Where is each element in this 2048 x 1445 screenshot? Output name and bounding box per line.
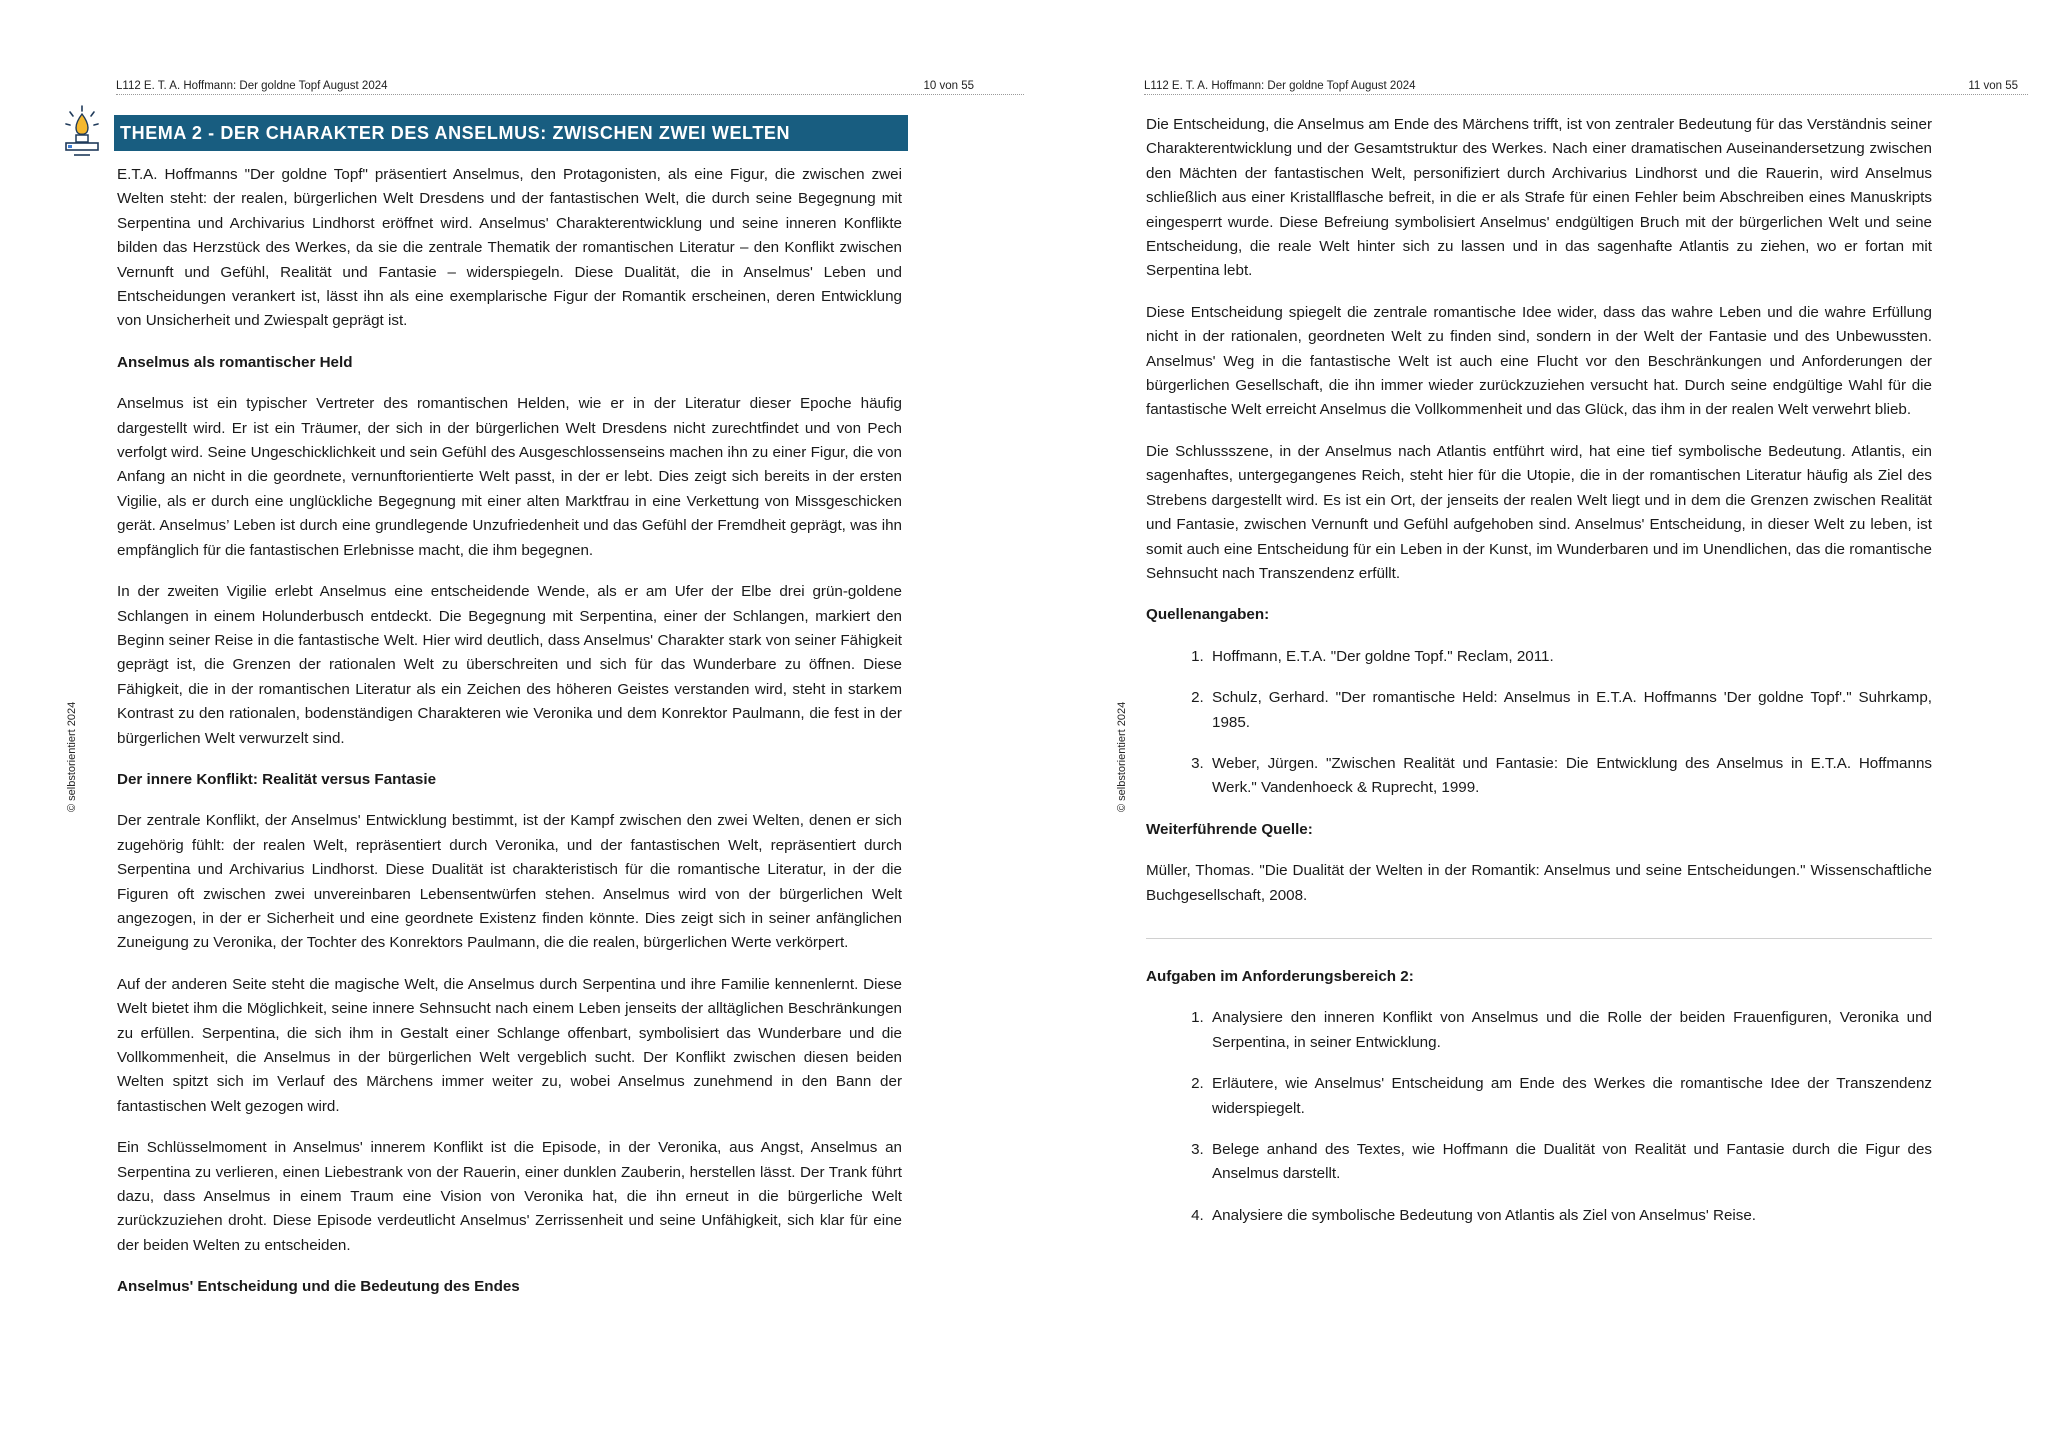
section-heading: Der innere Konflikt: Realität versus Fantasie (117, 770, 437, 788)
section-banner: THEMA 2 - DER CHARAKTER DES ANSELMUS: ZWISCHEN ZWEI WELTEN (114, 115, 908, 151)
header-title: L112 E. T. A. Hoffmann: Der goldne Topf August 2024 (116, 80, 388, 92)
task-item: 2. Erläutere, wie Anselmus' Entscheidung am Ende des Werkes die romantische Idee der Transzendenz widerspiegelt. (1208, 1072, 1932, 1121)
source-item: 3. Weber, Jürgen. "Zwischen Realität und Fantasie: Die Entwicklung des Anselmus in E.T.A. Hoffmanns Werk." Vandenhoeck & Ruprecht, 1999. (1208, 752, 1932, 801)
copyright-note: © selbstorientiert 2024 (1116, 701, 1128, 812)
page-11 (1024, 0, 2048, 1445)
task-item: 3. Belege anhand des Textes, wie Hoffmann die Dualität von Realität und Fantasie durch die Figur des Anselmus darstellt. (1208, 1138, 1932, 1187)
task-item: 4. Analysiere die symbolische Bedeutung von Atlantis als Ziel von Anselmus' Reise. (1208, 1204, 1932, 1228)
paragraph: Der zentrale Konflikt, der Anselmus' Entwicklung bestimmt, ist der Kampf zwischen den zwei Welten, denen er sich zugehörig fühlt: der realen Welt, repräsentiert durch Veronika, und der fantastischen Welt, repräsentiert durch Serpentina und Archivarius Lindhorst. Diese Dualität ist charakteristisch für die romantische Literatur, in der die Figuren oft zwischen zwei unvereinbaren Lebensentwürfen stehen. Anselmus wird von der bürgerlichen Welt angezogen, in der er Sicherheit und eine geordnete Existenz finden könnte. Dies zeigt sich in seiner anfänglichen Zuneigung zu Veronika, der Tochter des Konrektors Paulmann, die die realen, bürgerlichen Werte verkörpert. (117, 812, 902, 952)
intro-paragraph: E.T.A. Hoffmanns "Der goldne Topf" präsentiert Anselmus, den Protagonisten, als eine Figur, die zwischen zwei Welten steht: der realen, bürgerlichen Welt Dresdens und der fantastischen Welt, die durch seine Begegnung mit Serpentina und Archivarius Lindhorst eröffnet wird. Anselmus' Charakterentwicklung und seine inneren Konflikte bilden das Herzstück des Werkes, da sie die zentrale Thematik der romantischen Literatur – den Konflikt zwischen Vernunft und Gefühl, Realität und Fantasie – widerspiegeln. Diese Dualität, die in Anselmus' Leben und Entscheidungen verankert ist, lässt ihn als eine exemplarische Figur der Romantik erscheinen, deren Entwicklung von Unsicherheit und Zwiespalt geprägt ist. (117, 166, 902, 330)
paragraph: Ein Schlüsselmoment in Anselmus' innerem Konflikt ist die Episode, in der Veronika, aus Angst, Anselmus an Serpentina zu verlieren, einen Liebestrank von der Rauerin, einer dunklen Zauberin, herstellen lässt. Der Trank führt dazu, dass Anselmus in einem Traum eine Vision von Veronika hat, die ihn erneut in die bürgerliche Welt zurückzuziehen droht. Diese Episode verdeutlicht Anselmus' Zerrissenheit und seine Unfähigkeit, sich klar für eine der beiden Welten zu entscheiden. (117, 1139, 902, 1254)
section-heading: Anselmus' Entscheidung und die Bedeutung des Endes (117, 1278, 520, 1296)
sources-list (1146, 645, 1932, 801)
paragraph: Die Entscheidung, die Anselmus am Ende des Märchens trifft, ist von zentraler Bedeutung für das Verständnis seiner Charakterentwicklung und der Gesamtstruktur des Werkes. Nach einer dramatischen Auseinandersetzung zwischen den Mächten der fantastischen Welt, personifiziert durch Archivarius Lindhorst und die Rauerin, wird Anselmus schließlich aus einer Kristallflasche befreit, in die er als Strafe für einen Fehler beim Abschreiben eines Manuskripts eingesperrt wurde. Diese Befreiung symbolisiert Anselmus' endgültigen Bruch mit der bürgerlichen Welt und seine Entscheidung, die reale Welt hinter sich zu lassen und in das sagenhafte Atlantis zu ziehen, wo er fortan mit Serpentina lebt. (1146, 116, 1932, 280)
divider (1146, 938, 1932, 939)
paragraph: Auf der anderen Seite steht die magische Welt, die Anselmus durch Serpentina und ihre Familie kennenlernt. Diese Welt bietet ihm die Möglichkeit, seine innere Sehnsucht nach einem Leben jenseits der alltäglichen Beschränkungen zu erfüllen. Serpentina, die sich ihm in Gestalt einer Schlange offenbart, symbolisiert das Wunderbare und die Vollkommenheit, die Anselmus in der bürgerlichen Welt vergeblich sucht. Der Konflikt zwischen diesen beiden Welten spitzt sich im Verlauf des Märchens immer weiter zu, wobei Anselmus zunehmend in den Bann der fantastischen Welt gezogen wird. (117, 975, 902, 1115)
paragraph: In der zweiten Vigilie erlebt Anselmus eine entscheidende Wende, als er am Ufer der Elbe drei grün-goldene Schlangen in einem Holunderbusch entdeckt. Die Begegnung mit Serpentina, einer der Schlangen, markiert den Beginn seiner Reise in die fantastische Welt. Hier wird deutlich, dass Anselmus' Charakter stark von seiner Fähigkeit geprägt ist, die Grenzen der rationalen Welt zu überschreiten und sich für das Wunderbare zu öffnen. Diese Fähigkeit, die in der romantischen Literatur als ein Zeichen des höheren Geistes verstanden wird, steht in starkem Kontrast zu den rationalen, bodenständigen Charakteren wie Veronika und dem Konrektor Paulmann, die fest in der bürgerlichen Welt verwurzelt sind. (117, 583, 902, 747)
copyright-note: © selbstorientiert 2024 (66, 701, 78, 812)
tasks-list (1146, 1006, 1932, 1228)
candle-lamp-icon (60, 104, 104, 160)
page-content (117, 115, 902, 1317)
task-item: 1. Analysiere den inneren Konflikt von Anselmus und die Rolle der beiden Frauenfiguren, Veronika und Serpentina, in seiner Entwicklung. (1208, 1006, 1932, 1055)
source-item: 1. Hoffmann, E.T.A. "Der goldne Topf." Reclam, 2011. (1208, 645, 1932, 669)
paragraph: Diese Entscheidung spiegelt die zentrale romantische Idee wider, dass das wahre Leben und die wahre Erfüllung nicht in der rationalen, geordneten Welt zu finden sind, sondern in der Welt der Fantasie und des Unbewussten. Anselmus' Weg in die fantastische Welt ist auch eine Flucht vor den Beschränkungen und Anforderungen der bürgerlichen Gesellschaft, die ihn immer wieder zurückzuziehen versucht hat. Durch seine endgültige Wahl für die fantastische Welt erreicht Anselmus die Vollkommenheit und das Glück, das ihm in der realen Welt verwehrt blieb. (1146, 303, 1932, 419)
source-item: 2. Schulz, Gerhard. "Der romantische Held: Anselmus in E.T.A. Hoffmanns 'Der goldne Topf'." Suhrkamp, 1985. (1208, 686, 1932, 735)
sources-heading: Quellenangaben: (1146, 606, 1270, 624)
page-content (1146, 113, 1932, 1245)
section-heading: Anselmus als romantischer Held (117, 353, 353, 371)
further-source-heading: Weiterführende Quelle: (1146, 820, 1313, 838)
page-header (1144, 74, 2028, 95)
page-header (116, 74, 1024, 95)
page-number: 11 von 55 (1968, 80, 2018, 92)
further-source-text: Müller, Thomas. "Die Dualität der Welten in der Romantik: Anselmus und seine Entscheidungen." Wissenschaftliche Buchgesellschaft, 2008. (1146, 862, 1932, 904)
header-title: L112 E. T. A. Hoffmann: Der goldne Topf August 2024 (1144, 80, 1416, 92)
page-number: 10 von 55 (923, 80, 974, 92)
paragraph: Die Schlussszene, in der Anselmus nach Atlantis entführt wird, hat eine tief symbolische Bedeutung. Atlantis, ein sagenhaftes, untergegangenes Reich, steht hier für die Utopie, die in der romantischen Literatur häufig als Ziel des Strebens dargestellt wird. Es ist ein Ort, der jenseits der realen Welt liegt und in dem die Grenzen zwischen Realität und Fantasie, zwischen Vernunft und Gefühl aufgehoben sind. Anselmus' Entscheidung, in dieser Welt zu leben, ist somit auch eine Entscheidung für ein Leben in der Kunst, im Wunderbaren und im Unendlichen, das die romantische Sehnsucht nach Transzendenz erfüllt. (1146, 442, 1932, 582)
tasks-heading: Aufgaben im Anforderungsbereich 2: (1146, 967, 1414, 985)
paragraph: Anselmus ist ein typischer Vertreter des romantischen Helden, wie er in der Literatur dieser Epoche häufig dargestellt wird. Er ist ein Träumer, der sich in der bürgerlichen Welt Dresdens nicht zurechtfindet und von Pech verfolgt wird. Seine Ungeschicklichkeit und sein Gefühl des Ausgeschlossenseins machen ihn zu einer Figur, die von Anfang an nicht in die geordnete, vernunftorientierte Welt passt, in der er lebt. Dies zeigt sich bereits in der ersten Vigilie, als er durch eine unglückliche Begegnung mit einer alten Marktfrau in eine Verkettung von Missgeschicken gerät. Anselmus’ Leben ist durch eine grundlegende Unzufriedenheit und das Gefühl der Fremdheit geprägt, was ihn empfänglich für die fantastischen Erlebnisse macht, die ihm begegnen. (117, 395, 902, 559)
